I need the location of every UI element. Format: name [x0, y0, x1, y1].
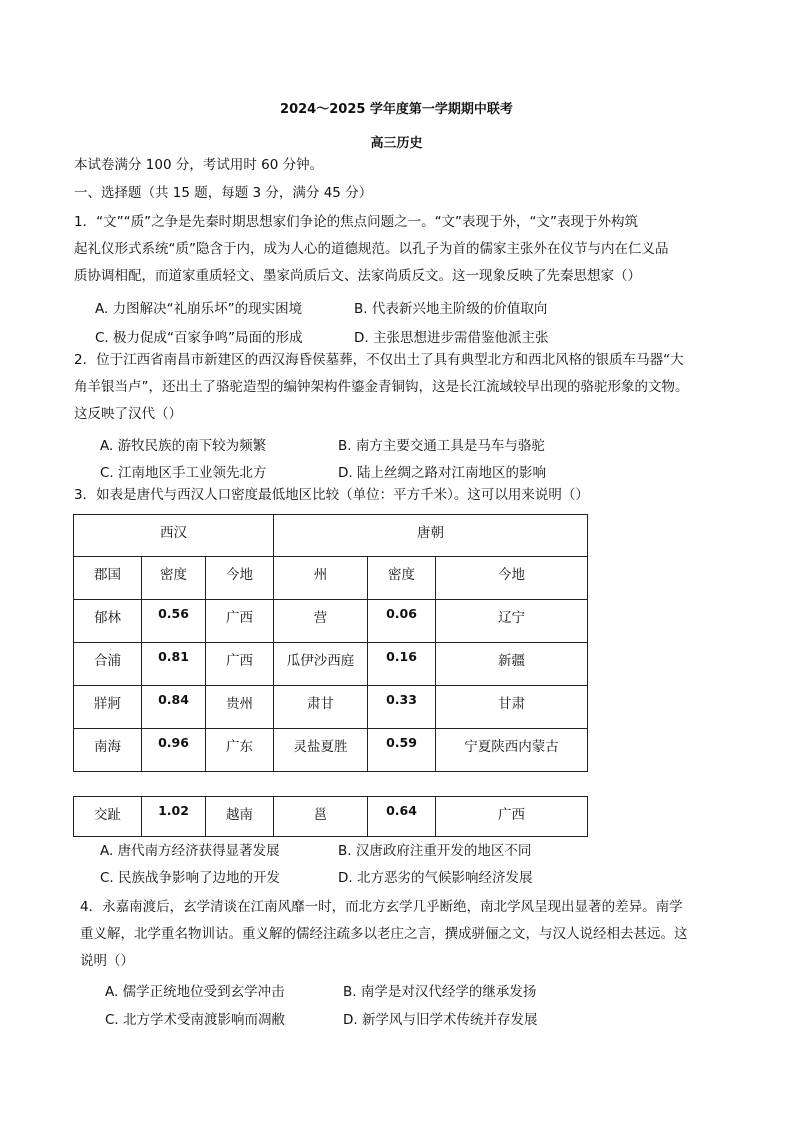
table-cell: 0.96 — [142, 729, 206, 772]
table-cell: 广东 — [206, 729, 274, 772]
table-cell: 南海 — [74, 729, 142, 772]
q1-option-c[interactable]: C. 极力促成“百家争鸣”局面的形成 — [95, 330, 303, 346]
q2-stem-line-1: 2．位于江西省南昌市新建区的西汉海昏侯墓葬，不仅出土了具有典型北方和西北风格的银质车马器“大 — [74, 352, 684, 368]
q4-stem-line-2: 重义解，北学重名物训诂。重义解的儒经注疏多以老庄之言，撰成骈俪之文，与汉人说经相去甚远。这 — [80, 926, 688, 942]
section-heading: 一、选择题（共 15 题，每题 3 分，满分 45 分） — [74, 185, 373, 201]
table-cell: 合浦 — [74, 643, 142, 686]
density-table-continued — [73, 796, 588, 837]
q2-option-c[interactable]: C. 江南地区手工业领先北方 — [100, 465, 267, 481]
q3-stem: 3．如表是唐代与西汉人口密度最低地区比较（单位：平方千米）。这可以用来说明（） — [74, 487, 589, 503]
q2-option-a[interactable]: A. 游牧民族的南下较为频繁 — [100, 438, 267, 454]
table-cell: 新疆 — [436, 643, 588, 686]
table-header-row — [74, 557, 588, 600]
q1-option-b[interactable]: B. 代表新兴地主阶级的价值取向 — [354, 301, 548, 317]
table-cell: 0.84 — [142, 686, 206, 729]
q4-stem-line-3: 说明（） — [80, 953, 134, 969]
q3-option-a[interactable]: A. 唐代南方经济获得显著发展 — [100, 843, 280, 859]
table-cell: 广西 — [436, 797, 588, 837]
table-cell: 0.06 — [368, 600, 436, 643]
q1-stem-line-2: 起礼仪形式系统“质”隐含于内，成为人心的道德规范。以孔子为首的儒家主张外在仪节与内在仁义品 — [74, 241, 669, 257]
group-header-xihan: 西汉 — [74, 515, 274, 557]
table-cell: 郁林 — [74, 600, 142, 643]
table-cell: 广西 — [206, 600, 274, 643]
column-header: 密度 — [142, 557, 206, 600]
q3-option-b[interactable]: B. 汉唐政府注重开发的地区不同 — [338, 843, 532, 859]
q2-option-b[interactable]: B. 南方主要交通工具是马车与骆驼 — [338, 438, 545, 454]
table-cell: 邕 — [274, 797, 368, 837]
table-cell: 越南 — [206, 797, 274, 837]
table-cell: 0.64 — [368, 797, 436, 837]
column-header: 今地 — [206, 557, 274, 600]
q3-option-c[interactable]: C. 民族战争影响了边地的开发 — [100, 870, 281, 886]
table-row — [74, 686, 588, 729]
column-header: 今地 — [436, 557, 588, 600]
q4-option-d[interactable]: D. 新学风与旧学术传统并存发展 — [343, 1012, 538, 1028]
q4-option-c[interactable]: C. 北方学术受南渡影响而凋敝 — [105, 1012, 286, 1028]
table-group-header-row — [74, 515, 588, 557]
table-cell: 宁夏陕西内蒙古 — [436, 729, 588, 772]
q4-option-a[interactable]: A. 儒学正统地位受到玄学冲击 — [105, 984, 285, 1000]
table-row — [74, 797, 588, 837]
q2-option-d[interactable]: D. 陆上丝绸之路对江南地区的影响 — [338, 465, 546, 481]
table-cell: 营 — [274, 600, 368, 643]
table-cell: 0.81 — [142, 643, 206, 686]
q1-option-d[interactable]: D. 主张思想进步需借鉴他派主张 — [354, 330, 549, 346]
table-cell: 0.59 — [368, 729, 436, 772]
table-row — [74, 600, 588, 643]
q2-stem-line-3: 这反映了汉代（） — [74, 406, 182, 422]
q1-stem-line-3: 质协调相配，而道家重质轻文、墨家尚质后文、法家尚质反文。这一现象反映了先秦思想家（） — [74, 268, 641, 284]
table-cell: 0.33 — [368, 686, 436, 729]
table-cell: 灵盐夏胜 — [274, 729, 368, 772]
q4-option-b[interactable]: B. 南学是对汉代经学的继承发扬 — [343, 984, 537, 1000]
table-row — [74, 729, 588, 772]
column-header: 郡国 — [74, 557, 142, 600]
exam-note: 本试卷满分 100 分，考试用时 60 分钟。 — [74, 157, 324, 173]
density-table — [73, 514, 588, 772]
table-cell: 1.02 — [142, 797, 206, 837]
table-cell: 交趾 — [74, 797, 142, 837]
exam-subject: 高三历史 — [370, 136, 423, 151]
table-cell: 辽宁 — [436, 600, 588, 643]
q1-stem-line-1: 1．“文”“质”之争是先秦时期思想家们争论的焦点问题之一。“文”表现于外，“文”表现于外构筑 — [74, 214, 639, 230]
table-cell: 0.16 — [368, 643, 436, 686]
table-cell: 甘肃 — [436, 686, 588, 729]
table-cell: 瓜伊沙西庭 — [274, 643, 368, 686]
q3-option-d[interactable]: D. 北方恶劣的气候影响经济发展 — [338, 870, 533, 886]
column-header: 密度 — [368, 557, 436, 600]
q1-option-a[interactable]: A. 力图解决“礼崩乐坏”的现实困境 — [95, 301, 303, 317]
table-cell: 0.56 — [142, 600, 206, 643]
table-cell: 广西 — [206, 643, 274, 686]
table-row — [74, 643, 588, 686]
table-cell: 贵州 — [206, 686, 274, 729]
column-header: 州 — [274, 557, 368, 600]
q4-stem-line-1: 4．永嘉南渡后，玄学清谈在江南风靡一时，而北方玄学几乎断绝，南北学风呈现出显著的差异。南学 — [80, 899, 683, 915]
exam-title: 2024～2025 学年度第一学期期中联考 — [280, 102, 513, 117]
q2-stem-line-2: 角羊银当卢”，还出土了骆驼造型的编钟架构件鎏金青铜钩，这是长江流域较早出现的骆驼形象的文物。 — [74, 379, 689, 395]
table-cell: 肃甘 — [274, 686, 368, 729]
group-header-tangchao: 唐朝 — [274, 515, 588, 557]
table-cell: 牂牁 — [74, 686, 142, 729]
